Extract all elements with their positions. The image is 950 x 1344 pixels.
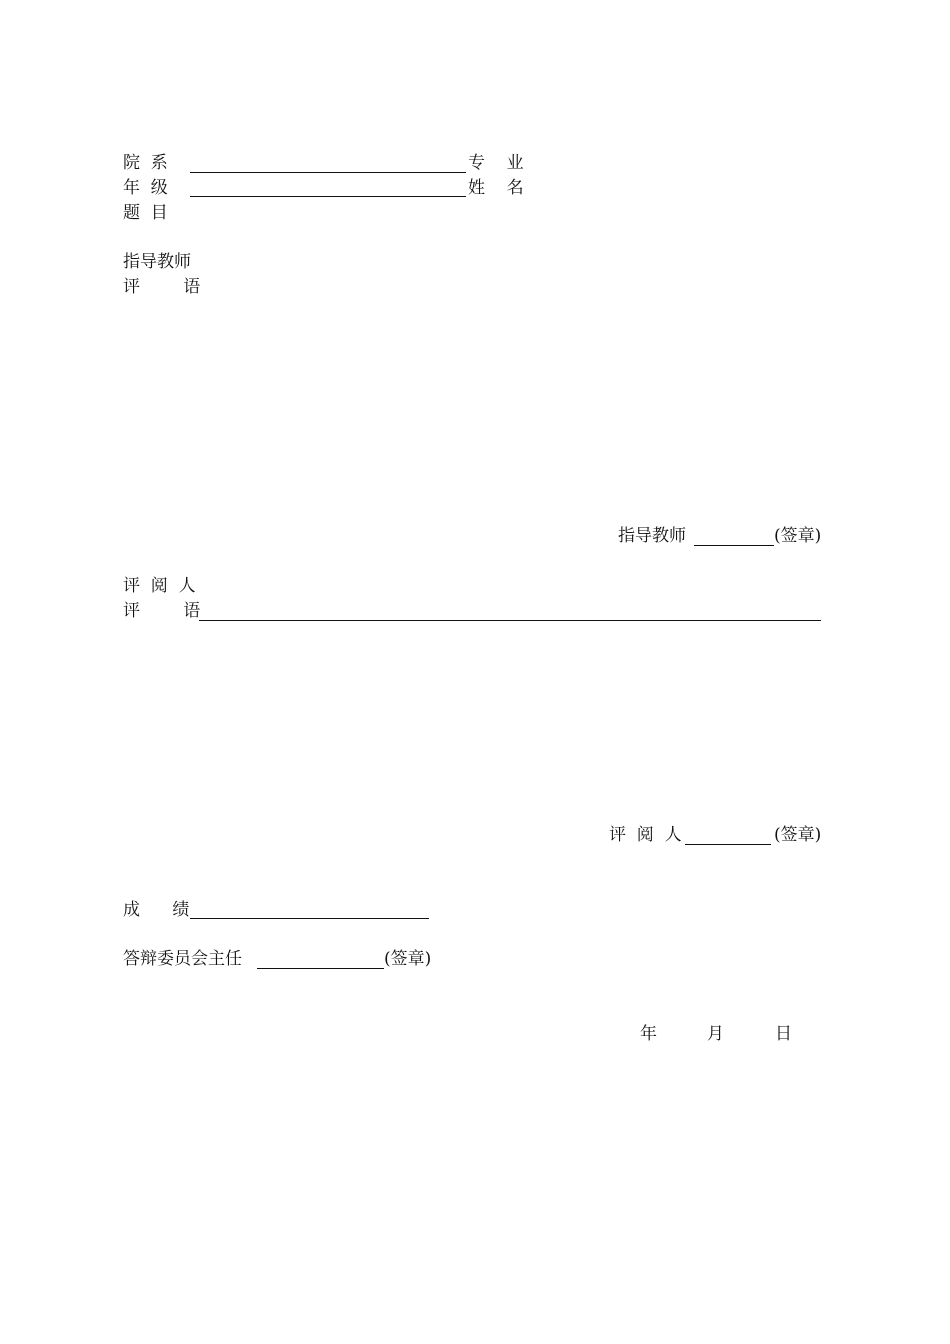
topic-label: 题 目 [123,203,168,223]
committee-chair-field[interactable] [257,968,384,969]
reviewer-comment-field[interactable] [199,620,821,621]
reviewer-signature-label: 评 阅 人 [609,825,682,845]
final-grade-label: 成 绩 [123,900,190,920]
committee-chair-label: 答辩委员会主任 [123,949,242,969]
name-label: 姓 名 [468,178,524,198]
reviewer-comment-label: 评 语 [123,601,201,621]
date-month-label: 月 [707,1024,724,1044]
advisor-title-label: 指导教师 [123,252,191,272]
committee-seal-label: (签章) [384,949,432,969]
advisor-signature-label: 指导教师 [618,526,686,546]
advisor-comment-label: 评 语 [123,277,201,297]
final-grade-field[interactable] [190,918,429,919]
date-day-label: 日 [775,1024,792,1044]
advisor-seal-label: (签章) [774,526,822,546]
reviewer-seal-label: (签章) [774,825,822,845]
grade-field[interactable] [190,196,466,197]
reviewer-title-label: 评 阅 人 [123,576,196,596]
grade-label: 年 级 [123,178,168,198]
department-label: 院 系 [123,153,168,173]
department-field[interactable] [190,172,466,173]
reviewer-signature-field[interactable] [685,844,771,845]
date-year-label: 年 [640,1024,657,1044]
major-label: 专 业 [468,153,524,173]
advisor-signature-field[interactable] [694,545,774,546]
